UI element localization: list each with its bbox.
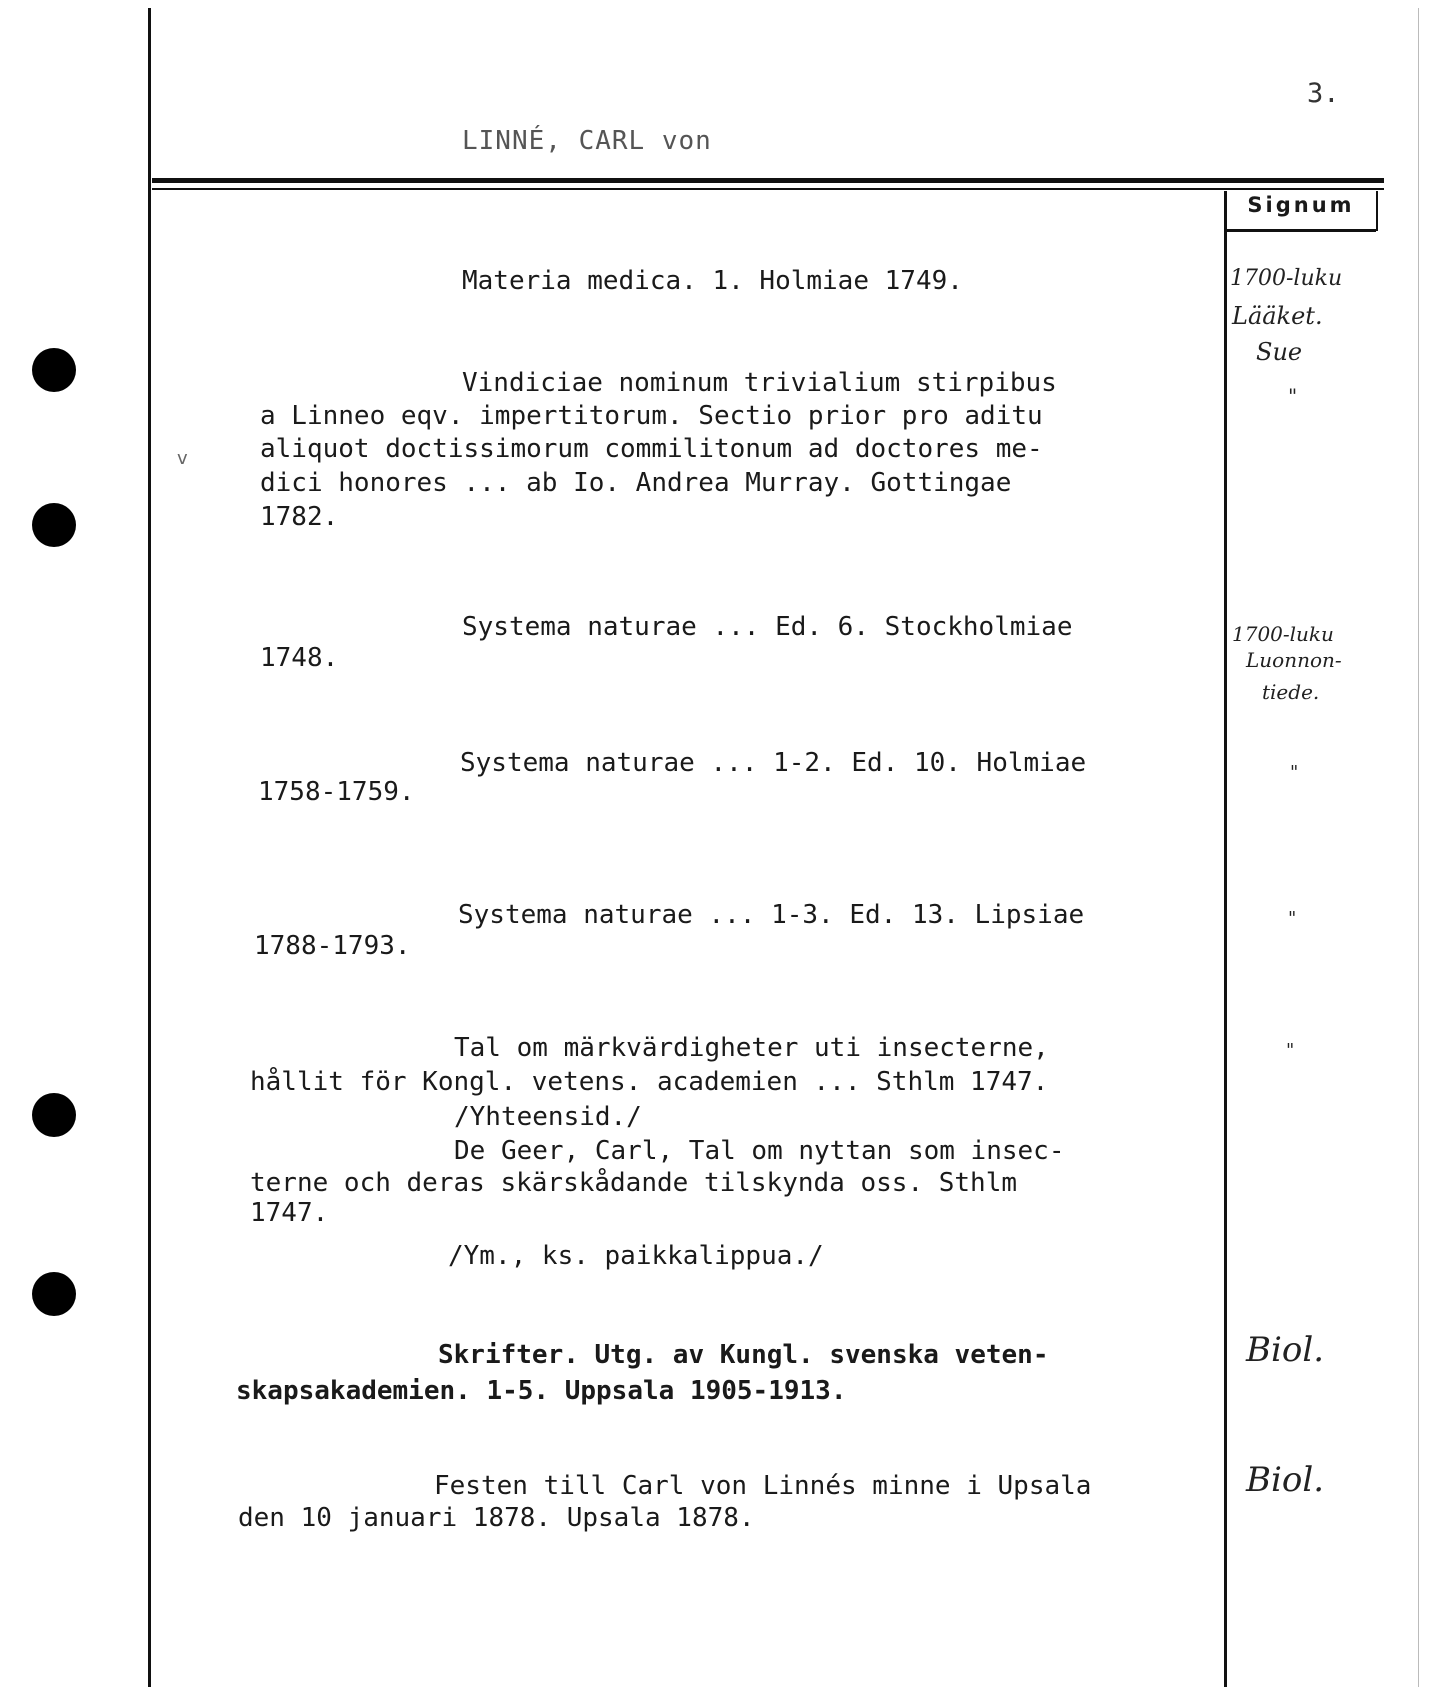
- signum-text: Sue: [1256, 338, 1303, 366]
- page-number: 3.: [1307, 78, 1340, 109]
- entry-line: 1782.: [260, 502, 339, 532]
- entry-line: a Linneo eqv. impertitorum. Sectio prior pro aditu: [260, 401, 1043, 431]
- entry-line: aliquot doctissimorum commilitonum ad doctores me-: [260, 434, 1043, 464]
- entry-line: hållit för Kongl. vetens. academien ... Sthlm 1747.: [250, 1067, 1049, 1097]
- header-rule-thin: [152, 188, 1384, 190]
- entry-line: Materia medica. 1. Holmiae 1749.: [462, 266, 963, 296]
- signum-text: tiede.: [1262, 680, 1320, 704]
- entry-line: 1788-1793.: [254, 931, 411, 961]
- card-right-edge: [1418, 8, 1419, 1687]
- entry-line: 1748.: [260, 643, 339, 673]
- signum-text: Lääket.: [1232, 302, 1323, 330]
- entry-line: den 10 januari 1878. Upsala 1878.: [238, 1503, 755, 1533]
- signum-text: Biol.: [1246, 1460, 1325, 1500]
- left-margin-rule: [148, 8, 151, 1687]
- signum-ditto: ": [1286, 1040, 1295, 1061]
- signum-text: 1700-luku: [1230, 266, 1343, 291]
- entry-line: Skrifter. Utg. av Kungl. svenska veten-: [438, 1340, 1049, 1370]
- signum-ditto: ": [1288, 908, 1297, 929]
- signum-text: 1700-luku: [1232, 622, 1334, 646]
- entry-line: /Ym., ks. paikkalippua./: [448, 1241, 824, 1271]
- header-rule: [152, 178, 1384, 183]
- entry-line: De Geer, Carl, Tal om nyttan som insec-: [454, 1136, 1065, 1166]
- entry-line: Tal om märkvärdigheter uti insecterne,: [454, 1033, 1049, 1063]
- entry-line: Festen till Carl von Linnés minne i Upsala: [434, 1471, 1092, 1501]
- signum-header-edge: [1376, 191, 1378, 231]
- signum-ditto: ": [1290, 762, 1299, 783]
- signum-ditto: ": [1288, 384, 1298, 408]
- entry-line: Vindiciae nominum trivialium stirpibus: [462, 368, 1057, 398]
- entry-line: 1758-1759.: [258, 777, 415, 807]
- punch-hole: [32, 1093, 76, 1137]
- entry-line: Systema naturae ... 1-3. Ed. 13. Lipsiae: [458, 900, 1085, 930]
- margin-check-mark: v: [177, 448, 188, 469]
- signum-text: Biol.: [1246, 1330, 1325, 1370]
- signum-header-rule: [1226, 229, 1376, 232]
- punch-hole: [32, 348, 76, 392]
- signum-text: Luonnon-: [1246, 648, 1342, 672]
- punch-hole: [32, 503, 76, 547]
- punch-hole: [32, 1272, 76, 1316]
- entry-line: skapsakademien. 1-5. Uppsala 1905-1913.: [236, 1376, 847, 1406]
- signum-header: Signum: [1247, 193, 1355, 217]
- entry-line: Systema naturae ... Ed. 6. Stockholmiae: [462, 612, 1073, 642]
- entry-line: Systema naturae ... 1-2. Ed. 10. Holmiae: [460, 748, 1087, 778]
- signum-column-divider: [1224, 191, 1227, 1687]
- entry-line: terne och deras skärskådande tilskynda oss. Sthlm: [250, 1168, 1018, 1198]
- entry-line: 1747.: [250, 1198, 329, 1228]
- card-heading: LINNÉ, CARL von: [462, 126, 712, 156]
- entry-line: /Yhteensid./: [454, 1102, 642, 1132]
- entry-line: dici honores ... ab Io. Andrea Murray. Gottingae: [260, 468, 1012, 498]
